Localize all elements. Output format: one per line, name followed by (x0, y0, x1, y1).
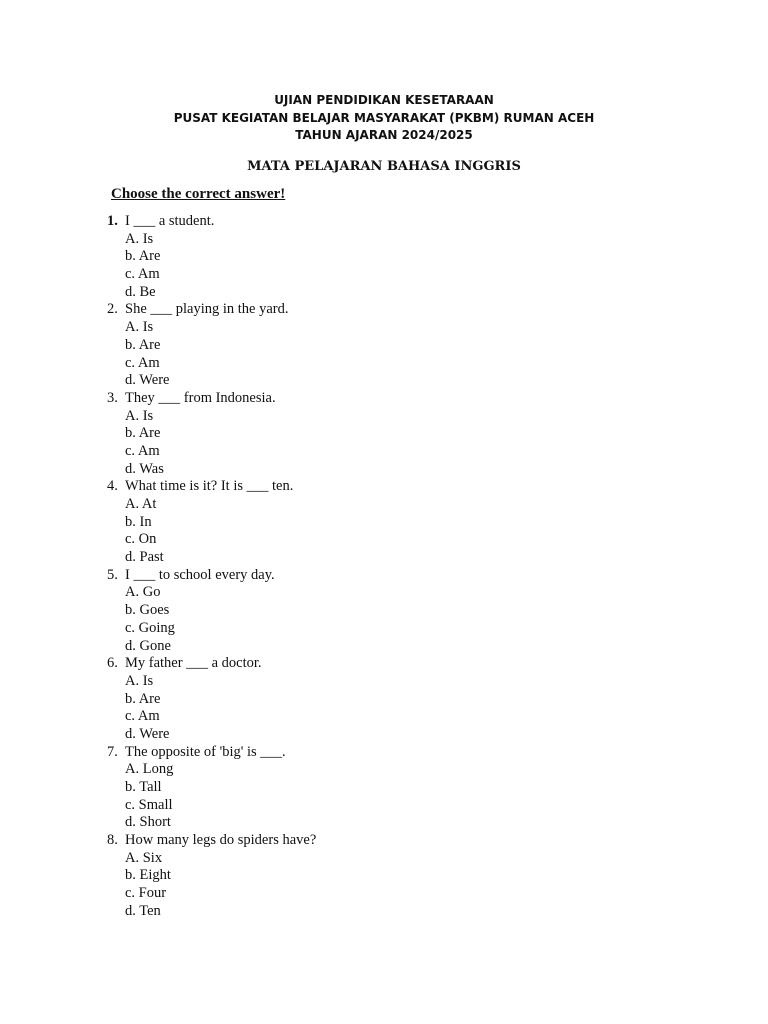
instruction: Choose the correct answer! (111, 186, 286, 202)
question-5 (0, 567, 768, 655)
question-2 (0, 301, 768, 389)
question-6 (0, 655, 768, 743)
question-text: She ___ playing in the yard. (125, 301, 289, 318)
question-number: 1. (107, 213, 118, 229)
answer-option: b. Are (125, 248, 161, 265)
header-line-2: PUSAT KEGIATAN BELAJAR MASYARAKAT (PKBM) RUMAN ACEH (173, 110, 595, 125)
question-text: I ___ to school every day. (125, 566, 275, 583)
answer-option: d. Were (125, 372, 170, 389)
answer-option: A. Long (125, 761, 174, 778)
answer-option: b. Are (125, 336, 161, 353)
question-text: The opposite of 'big' is ___. (125, 743, 286, 760)
answer-option: c. Going (125, 619, 175, 636)
answer-option: b. Eight (125, 867, 171, 884)
answer-option: A. Is (125, 319, 154, 336)
answer-option: c. Am (125, 354, 160, 371)
question-7 (0, 744, 768, 832)
question-text: They ___ from Indonesia. (125, 389, 276, 406)
answer-option: A. Go (125, 584, 161, 601)
answer-option: b. Goes (125, 602, 170, 619)
header-line-1: UJIAN PENDIDIKAN KESETARAAN (274, 93, 494, 107)
exam-header (0, 92, 768, 145)
question-8 (0, 832, 768, 920)
answer-option: c. On (125, 531, 157, 548)
answer-option: d. Gone (125, 637, 171, 654)
answer-option: d. Short (125, 814, 171, 831)
question-number: 8. (107, 832, 118, 849)
answer-option: c. Small (125, 796, 173, 813)
answer-option: A. Six (125, 849, 163, 866)
question-text: My father ___ a doctor. (125, 655, 262, 672)
answer-option: c. Four (125, 885, 167, 902)
question-number: 6. (107, 655, 118, 672)
question-1 (0, 213, 768, 301)
answer-option: d. Were (125, 725, 170, 742)
question-3 (0, 390, 768, 478)
answer-option: c. Am (125, 442, 160, 459)
question-4 (0, 478, 768, 566)
question-text: I ___ a student. (125, 213, 215, 229)
answer-option: b. Are (125, 690, 161, 707)
answer-option: c. Am (125, 266, 160, 283)
question-number: 7. (107, 743, 118, 760)
question-number: 4. (107, 478, 118, 495)
answer-option: b. Are (125, 425, 161, 442)
answer-option: d. Was (125, 460, 164, 477)
answer-option: A. Is (125, 672, 154, 689)
answer-option: b. In (125, 513, 152, 530)
question-list (0, 213, 768, 921)
answer-option: d. Ten (125, 902, 161, 919)
answer-option: A. Is (125, 230, 154, 247)
answer-option: c. Am (125, 708, 160, 725)
answer-option: d. Past (125, 549, 164, 566)
subject-title: MATA PELAJARAN BAHASA INGGRIS (247, 159, 521, 174)
answer-option: A. At (125, 496, 157, 512)
question-number: 3. (107, 389, 118, 406)
answer-option: b. Tall (125, 779, 162, 795)
header-line-3: TAHUN AJARAN 2024/2025 (295, 128, 473, 142)
answer-option: d. Be (125, 283, 156, 300)
question-number: 2. (107, 301, 118, 318)
question-text: What time is it? It is ___ ten. (125, 478, 294, 495)
question-number: 5. (107, 566, 118, 583)
answer-option: A. Is (125, 407, 154, 424)
question-text: How many legs do spiders have? (125, 832, 317, 849)
